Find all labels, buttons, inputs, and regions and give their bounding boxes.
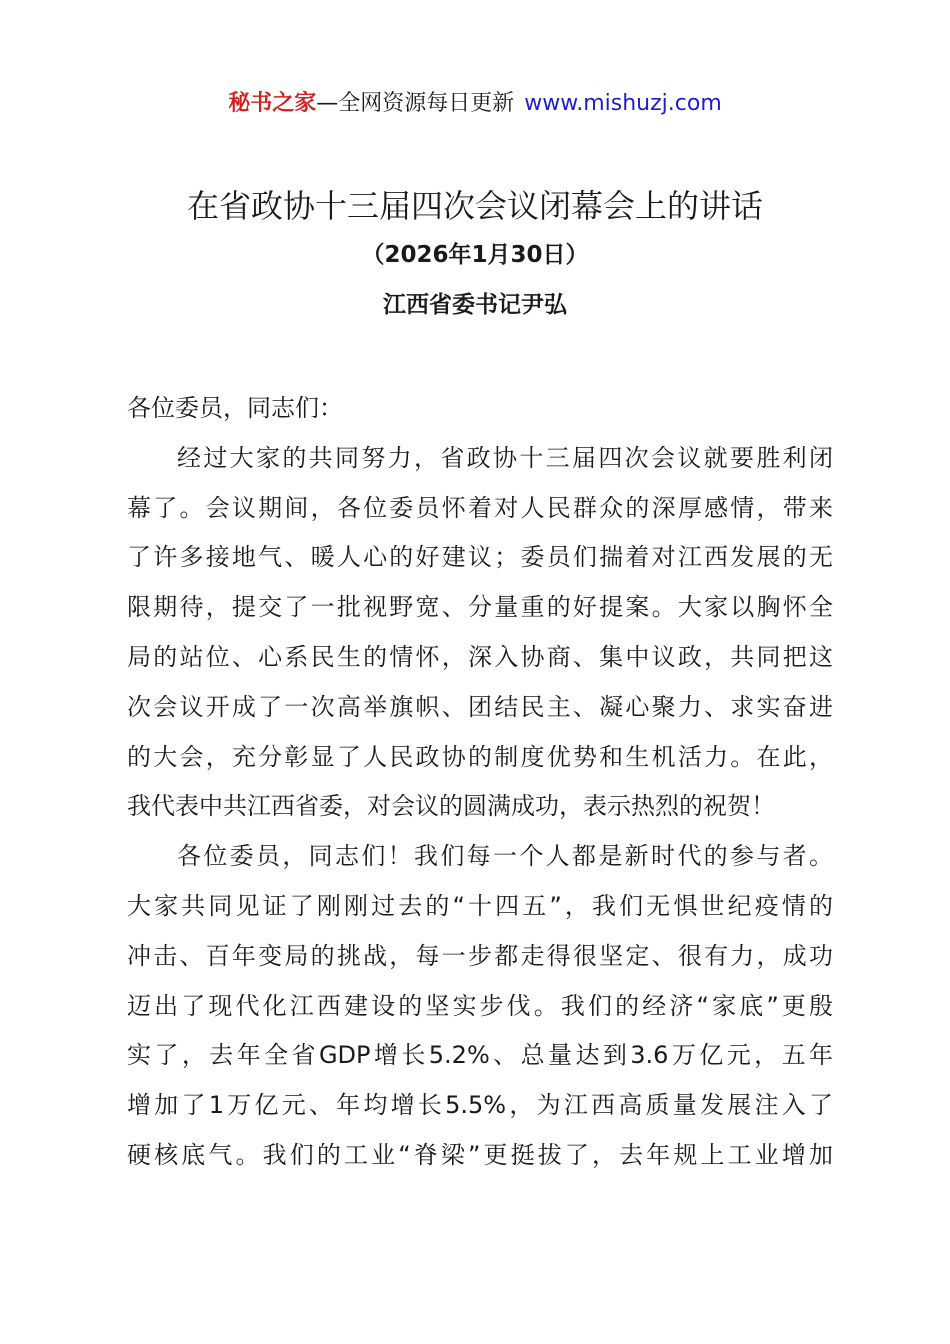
site-url-link[interactable]: www.mishuzj.com <box>524 91 722 116</box>
salutation: 各位委员，同志们： <box>127 394 343 422</box>
body-line: 限期待，提交了一批视野宽、分量重的好提案。大家以胸怀全 <box>127 593 833 622</box>
body-line: 冲击、百年变局的挑战，每一步都走得很坚定、很有力，成功 <box>127 941 833 970</box>
body-line: 大家共同见证了刚刚过去的“十四五”，我们无惧世纪疫情的 <box>127 891 833 920</box>
site-tagline: —全网资源每日更新 <box>316 91 515 116</box>
body-line: 幕了。会议期间，各位委员怀着对人民群众的深厚感情，带来 <box>127 493 833 522</box>
body-line: 我代表中共江西省委，对会议的圆满成功，表示热烈的祝贺！ <box>127 792 775 821</box>
site-header <box>0 88 950 120</box>
body-line: 次会议开成了一次高举旗帜、团结民主、凝心聚力、求实奋进 <box>127 692 833 721</box>
body-line: 增加了1万亿元、年均增长5.5%，为江西高质量发展注入了 <box>127 1091 833 1120</box>
document-date: （2026年1月30日） <box>361 242 589 268</box>
body-line: 局的站位、心系民生的情怀，深入协商、集中议政，共同把这 <box>127 642 833 671</box>
body-line: 了许多接地气、暖人心的好建议；委员们揣着对江西发展的无 <box>127 543 833 572</box>
body-line: 硬核底气。我们的工业“脊梁”更挺拔了，去年规上工业增加 <box>127 1140 833 1169</box>
body-line: 迈出了现代化江西建设的坚实步伐。我们的经济“家底”更殷 <box>127 991 833 1020</box>
body-line: 实了，去年全省GDP增长5.2%、总量达到3.6万亿元，五年 <box>127 1041 833 1070</box>
document-author: 江西省委书记尹弘 <box>383 292 567 318</box>
document-body <box>127 384 833 1181</box>
document-title: 在省政协十三届四次会议闭幕会上的讲话 <box>186 187 763 225</box>
body-line: 各位委员，同志们！我们每一个人都是新时代的参与者。 <box>177 842 833 871</box>
brand-name: 秘书之家 <box>228 91 317 116</box>
body-line: 的大会，充分彰显了人民政协的制度优势和生机活力。在此， <box>127 742 833 771</box>
body-line: 经过大家的共同努力，省政协十三届四次会议就要胜利闭 <box>177 443 833 472</box>
